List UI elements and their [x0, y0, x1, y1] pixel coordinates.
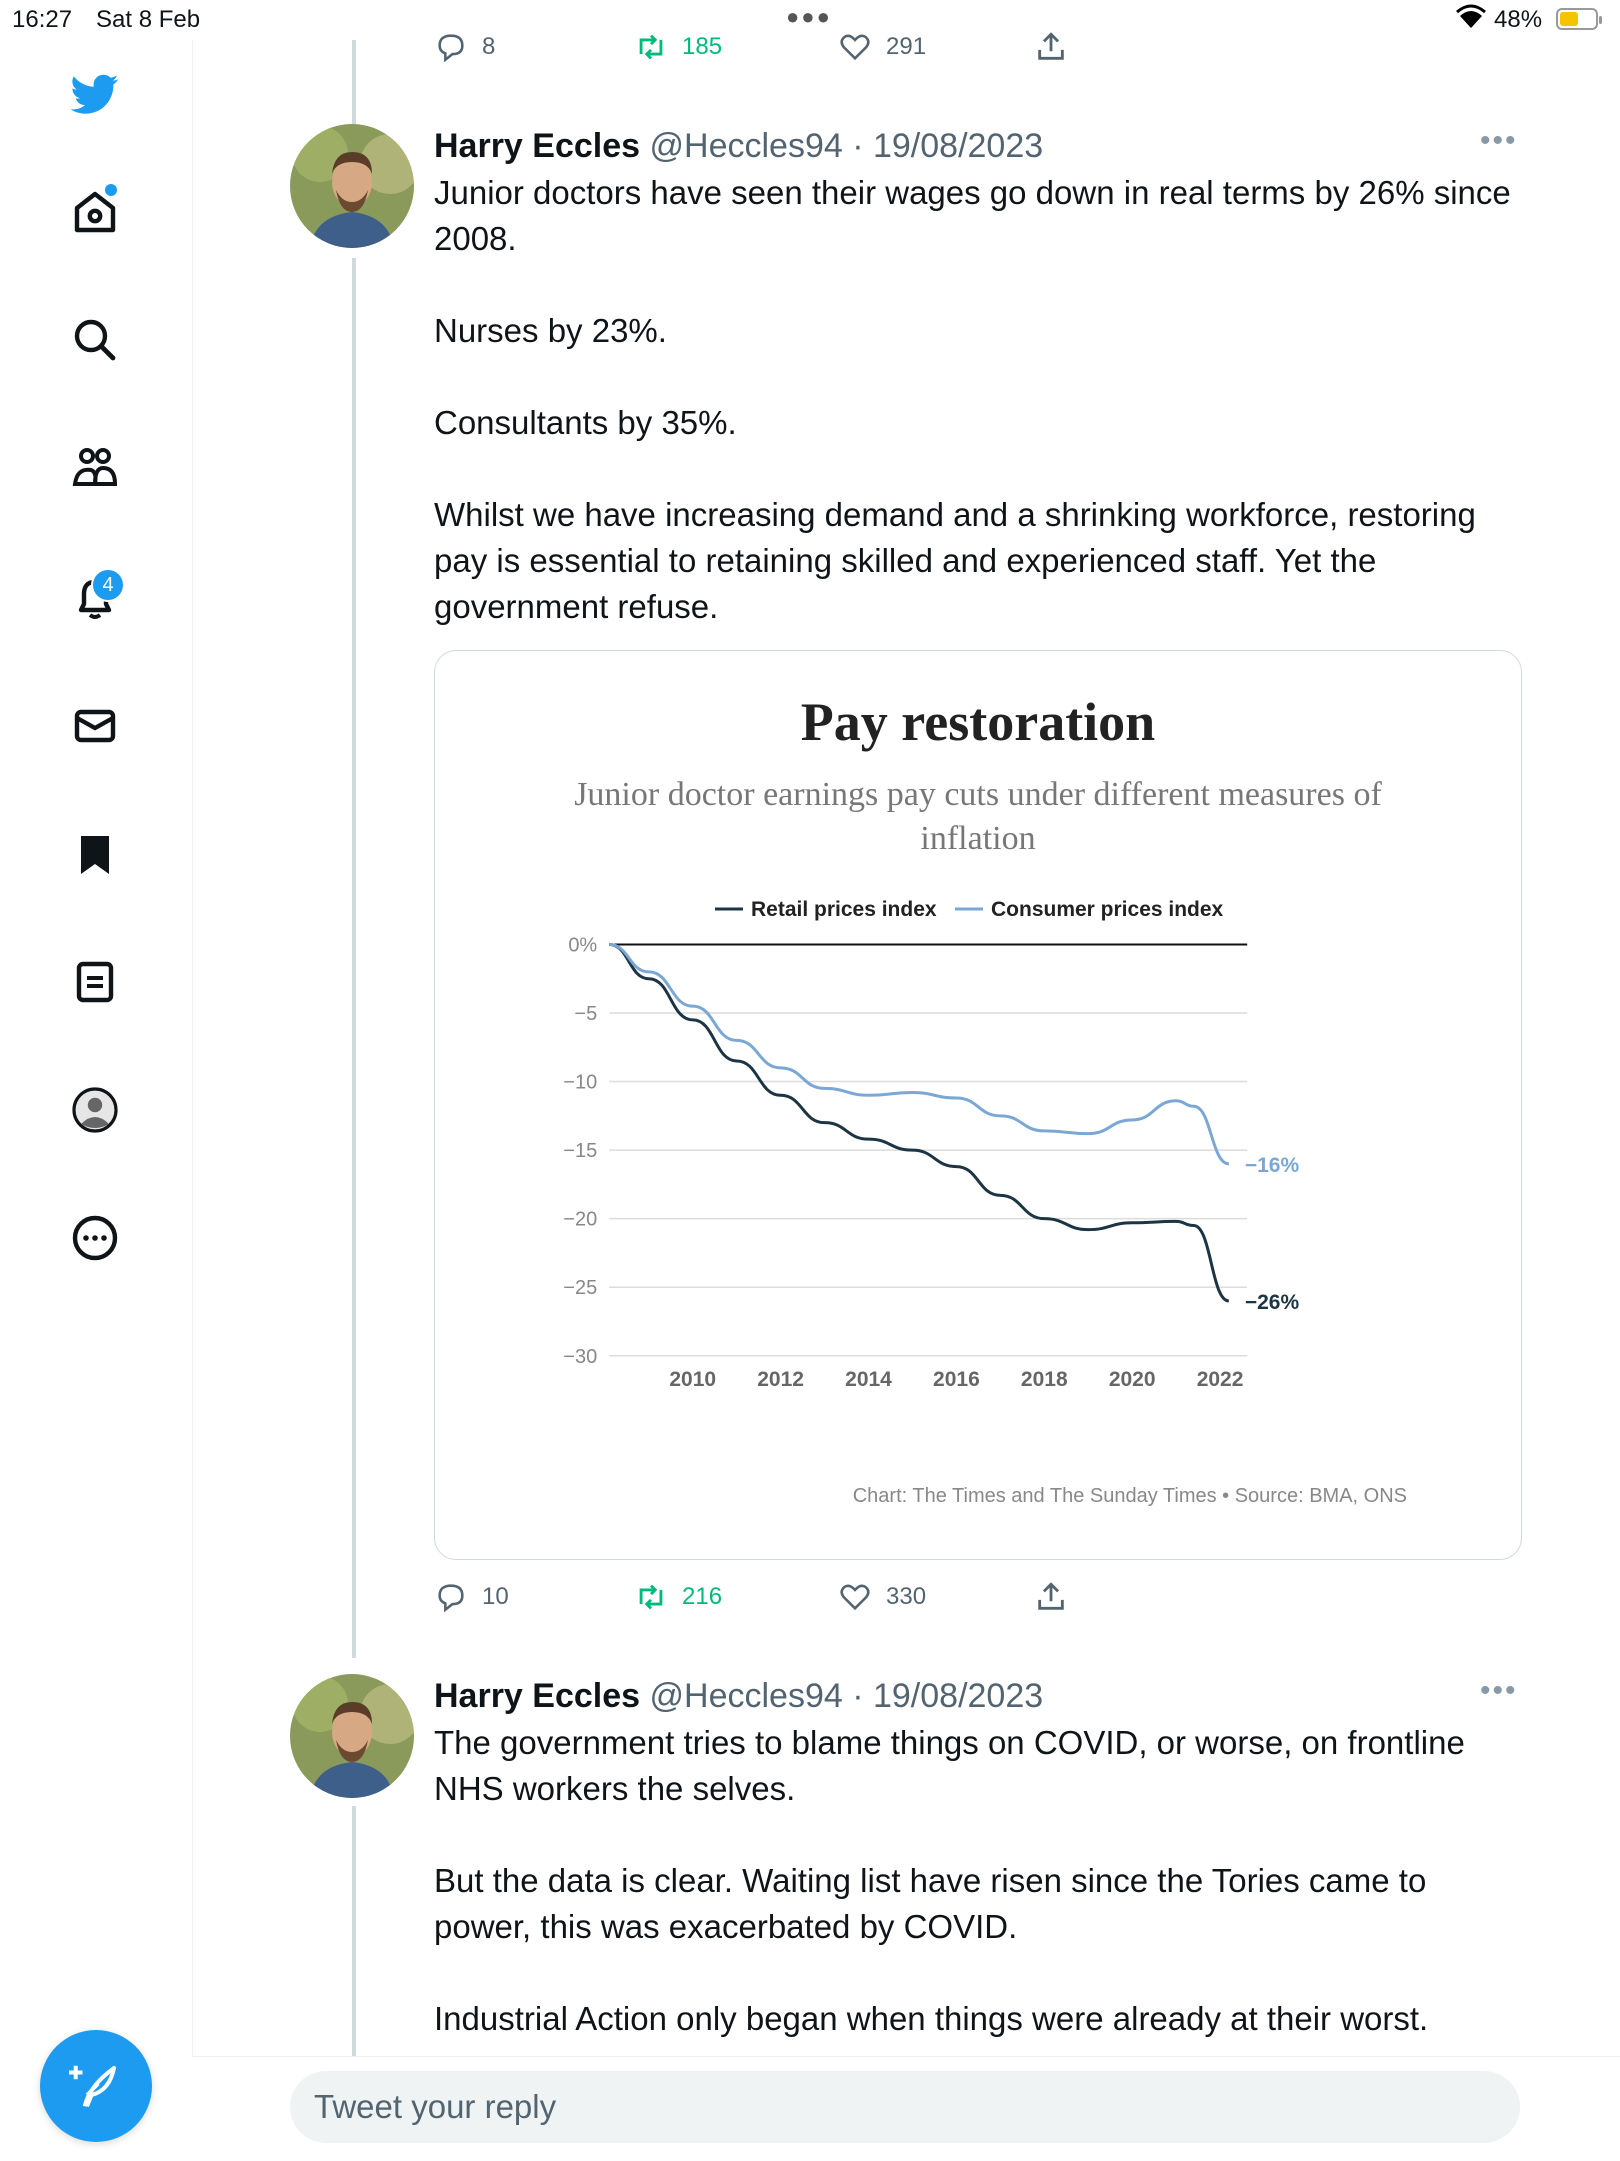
reply-button[interactable] — [434, 1580, 509, 1614]
chart-grid — [609, 944, 1247, 1355]
x-tick-label: 2016 — [933, 1367, 980, 1391]
like-button[interactable] — [838, 30, 926, 64]
x-tick-label: 2018 — [1020, 1367, 1068, 1391]
tweet-header — [434, 124, 1043, 168]
notifications-badge: 4 — [91, 568, 125, 602]
tweet-header — [434, 1674, 1043, 1718]
x-tick-label: 2012 — [757, 1367, 804, 1391]
home-unread-dot — [105, 184, 117, 196]
legend-label: Consumer prices index — [991, 898, 1224, 921]
series-end-labels — [1245, 1154, 1300, 1314]
compose-tweet-button[interactable] — [40, 2030, 152, 2142]
heart-icon — [838, 1580, 872, 1614]
chart-series — [609, 944, 1229, 1300]
thread-connector — [352, 40, 356, 128]
author-name[interactable]: Harry Eccles — [434, 1677, 641, 1715]
legend-label: Retail prices index — [751, 898, 937, 921]
share-upload-icon — [1034, 1580, 1068, 1614]
tweet-media-chart[interactable] — [434, 650, 1522, 1560]
bookmarks-icon[interactable] — [65, 824, 125, 884]
reply-button[interactable] — [434, 30, 495, 64]
chart-subtitle: Junior doctor earnings pay cuts under different measures of inflation — [574, 776, 1382, 857]
retweet-count: 216 — [682, 1583, 723, 1610]
author-avatar[interactable] — [290, 124, 414, 248]
x-tick-label: 2022 — [1196, 1367, 1244, 1391]
share-upload-icon — [1034, 30, 1068, 64]
tweet-reply-input[interactable] — [290, 2071, 1520, 2143]
chart-source: Chart: The Times and The Sunday Times • Source: BMA, ONS — [852, 1485, 1407, 1507]
battery-icon — [1556, 8, 1598, 30]
like-button[interactable] — [838, 1580, 926, 1614]
home-icon[interactable] — [65, 182, 125, 242]
author-avatar[interactable] — [290, 1674, 414, 1798]
series-end-label: −16% — [1244, 1153, 1300, 1177]
like-count: 291 — [886, 33, 927, 60]
y-tick-label: 0% — [568, 934, 598, 957]
retweet-button[interactable] — [634, 1580, 722, 1614]
y-tick-label: −10 — [563, 1071, 598, 1094]
chart-title: Pay restoration — [800, 692, 1156, 752]
retweet-icon — [634, 30, 668, 64]
line-chart — [435, 651, 1521, 1451]
x-tick-label: 2014 — [845, 1367, 892, 1391]
retweet-button[interactable] — [634, 30, 722, 64]
profile-avatar-icon[interactable] — [65, 1080, 125, 1140]
tweet-more-icon[interactable]: ••• — [1480, 1674, 1518, 1707]
share-button[interactable] — [1034, 30, 1068, 64]
y-tick-label: −25 — [563, 1277, 598, 1300]
tweet-date[interactable]: · 19/08/2023 — [852, 127, 1044, 165]
y-tick-label: −5 — [574, 1002, 598, 1025]
tweet-text: The government tries to blame things on COVID, or worse, on frontline NHS workers the selves. But the data is clear. Waiting list have risen since the Tories came to power, this was exacerbated by COVID. Industrial Action only began when things were already at their worst. — [434, 1724, 1465, 2037]
search-icon[interactable] — [65, 310, 125, 370]
retweet-count: 185 — [682, 33, 723, 60]
battery-percent: 48% — [1494, 6, 1543, 33]
status-time: 16:27 — [12, 6, 73, 33]
reply-count: 8 — [482, 33, 496, 60]
reply-count: 10 — [482, 1583, 509, 1610]
wifi-icon — [1456, 4, 1486, 37]
tweet-date[interactable]: · 19/08/2023 — [852, 1677, 1044, 1715]
retweet-icon — [634, 1580, 668, 1614]
tweet-text: Junior doctors have seen their wages go down in real terms by 26% since 2008. Nurses by 23%. Consultants by 35%. Whilst we have increasing demand and a shrinking workforce, restoring pay is essential to retaining skilled and experienced staff. Yet the government refuse. — [434, 174, 1511, 625]
more-options-icon[interactable] — [65, 1208, 125, 1268]
chart-legend — [715, 898, 1224, 921]
series-end-label: −26% — [1244, 1290, 1300, 1314]
like-count: 330 — [886, 1583, 927, 1610]
y-axis-ticks — [563, 934, 597, 1367]
twitter-logo-icon[interactable] — [65, 64, 125, 124]
lists-icon[interactable] — [65, 952, 125, 1012]
reply-bubble-icon — [434, 30, 468, 64]
status-bar — [0, 0, 1620, 40]
y-tick-label: −20 — [563, 1208, 598, 1231]
y-tick-label: −30 — [563, 1345, 598, 1368]
notifications-bell-icon[interactable] — [65, 568, 125, 628]
communities-icon[interactable] — [65, 438, 125, 498]
reply-bar — [192, 2056, 1620, 2161]
author-handle[interactable]: @Heccles94 — [649, 1677, 843, 1715]
author-name[interactable]: Harry Eccles — [434, 127, 641, 165]
heart-icon — [838, 30, 872, 64]
tweet-more-icon[interactable]: ••• — [1480, 124, 1518, 157]
tweet[interactable] — [290, 1674, 1530, 2054]
x-tick-label: 2020 — [1108, 1367, 1156, 1391]
status-date: Sat 8 Feb — [96, 6, 201, 33]
x-axis-ticks — [669, 1368, 1243, 1391]
feather-plus-icon — [69, 2059, 123, 2113]
y-tick-label: −15 — [563, 1140, 598, 1163]
multitasking-dots-icon[interactable]: ●●● — [786, 4, 832, 29]
series-line — [609, 944, 1229, 1300]
messages-envelope-icon[interactable] — [65, 696, 125, 756]
share-button[interactable] — [1034, 1580, 1068, 1614]
x-tick-label: 2010 — [669, 1367, 717, 1391]
series-line — [609, 944, 1229, 1163]
reply-bubble-icon — [434, 1580, 468, 1614]
author-handle[interactable]: @Heccles94 — [649, 127, 843, 165]
sidebar — [0, 40, 193, 2160]
